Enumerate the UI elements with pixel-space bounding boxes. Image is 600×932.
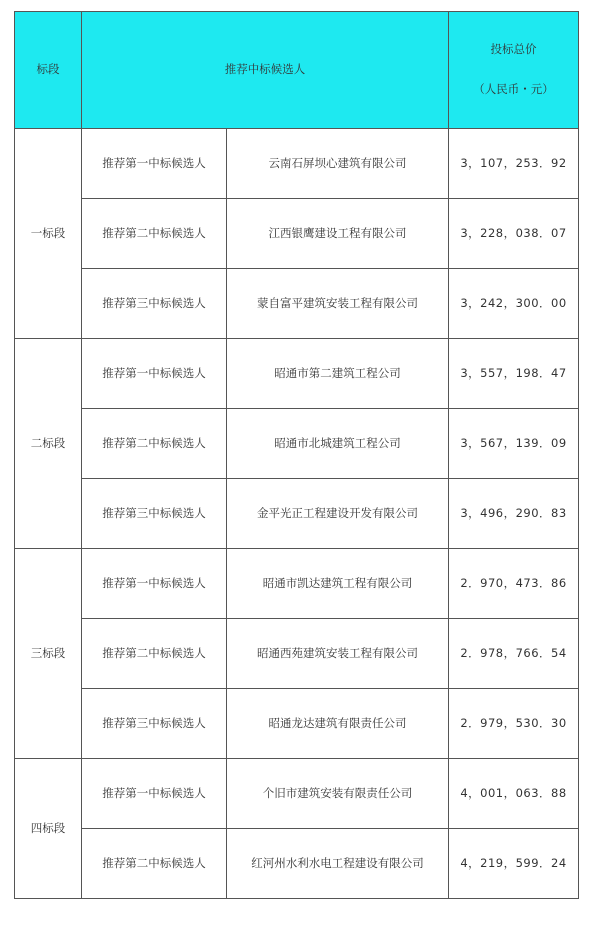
table-row <box>15 619 579 689</box>
table-row <box>15 199 579 269</box>
table-row <box>15 759 579 829</box>
candidate-rank: 推荐第一中标候选人 <box>82 339 227 409</box>
company-name: 江西银鹰建设工程有限公司 <box>227 199 449 269</box>
bid-price: 3，228，038．07 <box>449 199 579 269</box>
candidate-rank: 推荐第一中标候选人 <box>82 759 227 829</box>
bid-price: 3，242，300．00 <box>449 269 579 339</box>
candidate-rank: 推荐第一中标候选人 <box>82 129 227 199</box>
company-name: 昭通西苑建筑安装工程有限公司 <box>227 619 449 689</box>
bid-price: 3，107，253．92 <box>449 129 579 199</box>
header-price-unit: （人民币・元） <box>473 82 554 96</box>
candidate-rank: 推荐第二中标候选人 <box>82 619 227 689</box>
section-name: 一标段 <box>15 129 82 339</box>
company-name: 昭通市凯达建筑工程有限公司 <box>227 549 449 619</box>
table-row <box>15 409 579 479</box>
candidate-rank: 推荐第三中标候选人 <box>82 689 227 759</box>
table-header-row <box>15 12 579 129</box>
bid-price: 3，496，290．83 <box>449 479 579 549</box>
bid-price: 4，219，599．24 <box>449 829 579 899</box>
section-name: 三标段 <box>15 549 82 759</box>
header-candidate: 推荐中标候选人 <box>82 12 449 129</box>
table-row <box>15 269 579 339</box>
bid-candidates-table <box>14 11 579 899</box>
company-name: 个旧市建筑安装有限责任公司 <box>227 759 449 829</box>
candidate-rank: 推荐第三中标候选人 <box>82 269 227 339</box>
candidate-rank: 推荐第二中标候选人 <box>82 829 227 899</box>
bid-price: 3，567，139．09 <box>449 409 579 479</box>
company-name: 红河州水利水电工程建设有限公司 <box>227 829 449 899</box>
header-price <box>449 12 579 129</box>
bid-price: 2．978，766．54 <box>449 619 579 689</box>
company-name: 昭通市北城建筑工程公司 <box>227 409 449 479</box>
bid-price: 2．979，530．30 <box>449 689 579 759</box>
table-row <box>15 549 579 619</box>
bid-price: 3，557，198．47 <box>449 339 579 409</box>
bid-price: 4，001，063．88 <box>449 759 579 829</box>
table-row <box>15 829 579 899</box>
section-name: 四标段 <box>15 759 82 899</box>
header-price-title: 投标总价 <box>490 42 537 57</box>
table-row <box>15 689 579 759</box>
company-name: 昭通市第二建筑工程公司 <box>227 339 449 409</box>
company-name: 云南石屏坝心建筑有限公司 <box>227 129 449 199</box>
candidate-rank: 推荐第二中标候选人 <box>82 199 227 269</box>
candidate-rank: 推荐第一中标候选人 <box>82 549 227 619</box>
section-name: 二标段 <box>15 339 82 549</box>
candidate-rank: 推荐第二中标候选人 <box>82 409 227 479</box>
company-name: 昭通龙达建筑有限责任公司 <box>227 689 449 759</box>
company-name: 蒙自富平建筑安装工程有限公司 <box>227 269 449 339</box>
header-section: 标段 <box>15 12 82 129</box>
candidate-rank: 推荐第三中标候选人 <box>82 479 227 549</box>
company-name: 金平光正工程建设开发有限公司 <box>227 479 449 549</box>
table-row <box>15 129 579 199</box>
bid-price: 2．970，473．86 <box>449 549 579 619</box>
table-row <box>15 479 579 549</box>
table-row <box>15 339 579 409</box>
